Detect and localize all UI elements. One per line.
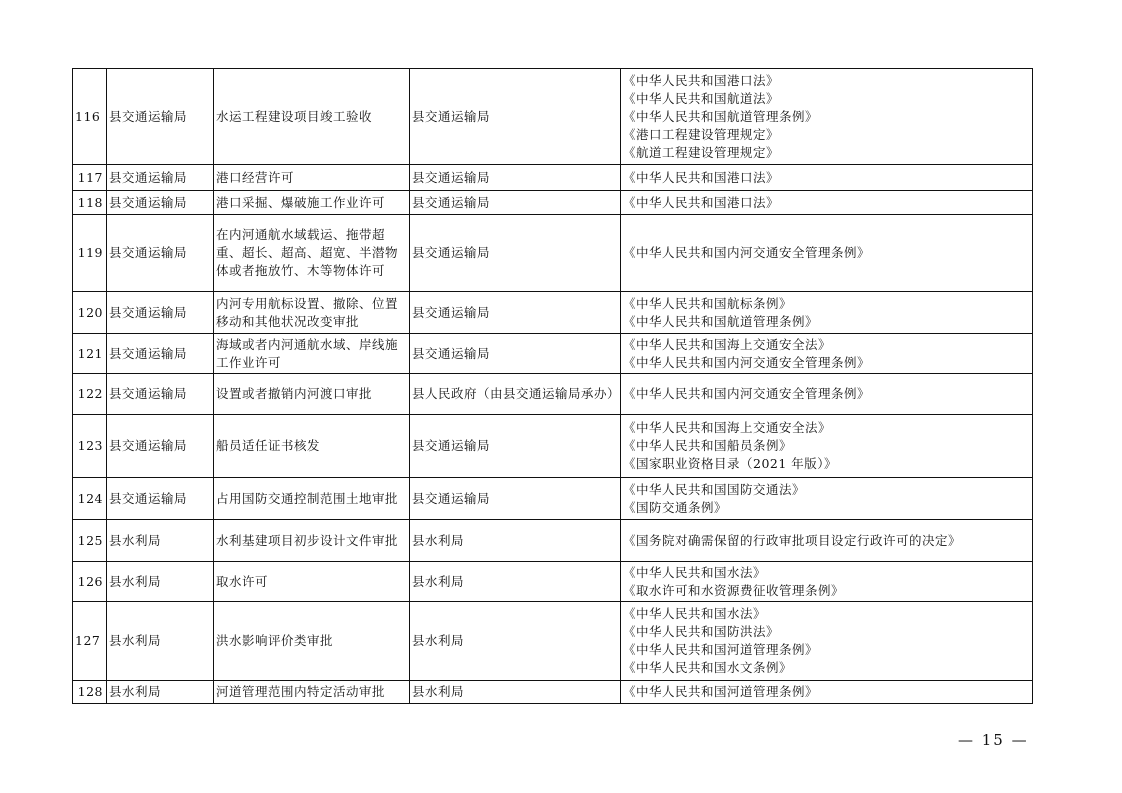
row-number: 116 <box>73 69 107 165</box>
table-row <box>73 69 1033 165</box>
row-unit: 县水利局 <box>107 562 214 602</box>
row-basis <box>621 374 1033 415</box>
table-row <box>73 415 1033 478</box>
row-dept: 县水利局 <box>410 520 621 562</box>
row-dept: 县交通运输局 <box>410 415 621 478</box>
table-row <box>73 334 1033 374</box>
basis-line: 《国家职业资格目录（2021 年版）》 <box>623 456 838 471</box>
row-number: 117 <box>73 165 107 191</box>
basis-line: 《中华人民共和国航道法》 <box>623 90 780 106</box>
row-dept: 县人民政府（由县交通运输局承办） <box>410 374 621 415</box>
basis-line: 《中华人民共和国港口法》 <box>623 169 780 185</box>
basis-line: 《中华人民共和国海上交通安全法》 <box>623 336 832 352</box>
row-basis <box>621 292 1033 334</box>
row-item: 水利基建项目初步设计文件审批 <box>214 520 410 562</box>
row-unit: 县交通运输局 <box>107 415 214 478</box>
row-basis <box>621 681 1033 704</box>
basis-line: 《航道工程建设管理规定》 <box>623 144 780 160</box>
row-basis <box>621 478 1033 520</box>
approval-items-table <box>72 68 1033 704</box>
row-basis <box>621 415 1033 478</box>
table-row <box>73 602 1033 681</box>
basis-line: 《中华人民共和国船员条例》 <box>623 438 793 453</box>
row-dept: 县交通运输局 <box>410 191 621 215</box>
row-number: 122 <box>73 374 107 415</box>
row-item: 占用国防交通控制范围土地审批 <box>214 478 410 520</box>
basis-line: 《中华人民共和国河道管理条例》 <box>623 684 819 699</box>
row-item: 洪水影响评价类审批 <box>214 602 410 681</box>
row-unit: 县水利局 <box>107 681 214 704</box>
table-row <box>73 681 1033 704</box>
row-dept: 县水利局 <box>410 562 621 602</box>
row-item: 港口采掘、爆破施工作业许可 <box>214 191 410 215</box>
basis-line: 《中华人民共和国水法》 <box>623 564 767 580</box>
row-unit: 县交通运输局 <box>107 478 214 520</box>
table-row <box>73 165 1033 191</box>
row-dept: 县交通运输局 <box>410 292 621 334</box>
row-unit: 县水利局 <box>107 520 214 562</box>
row-unit: 县交通运输局 <box>107 165 214 191</box>
row-number: 118 <box>73 191 107 215</box>
row-basis <box>621 520 1033 562</box>
row-number: 123 <box>73 415 107 478</box>
row-unit: 县水利局 <box>107 602 214 681</box>
basis-line: 《中华人民共和国水法》 <box>623 606 767 621</box>
row-item: 河道管理范围内特定活动审批 <box>214 681 410 704</box>
row-unit: 县交通运输局 <box>107 334 214 374</box>
table-row <box>73 520 1033 562</box>
basis-line: 《中华人民共和国河道管理条例》 <box>623 642 819 657</box>
row-dept: 县交通运输局 <box>410 478 621 520</box>
row-dept: 县水利局 <box>410 602 621 681</box>
table-row <box>73 374 1033 415</box>
row-item: 取水许可 <box>214 562 410 602</box>
basis-line: 《中华人民共和国防洪法》 <box>623 624 780 639</box>
row-unit: 县交通运输局 <box>107 191 214 215</box>
row-unit: 县交通运输局 <box>107 69 214 165</box>
row-item: 内河专用航标设置、撤除、位置移动和其他状况改变审批 <box>214 292 410 334</box>
table-body <box>73 69 1033 704</box>
row-item: 水运工程建设项目竣工验收 <box>214 69 410 165</box>
row-dept: 县交通运输局 <box>410 69 621 165</box>
row-basis <box>621 602 1033 681</box>
row-basis <box>621 69 1033 165</box>
row-number: 120 <box>73 292 107 334</box>
basis-line: 《中华人民共和国航道管理条例》 <box>623 108 819 124</box>
basis-line: 《中华人民共和国航标条例》 <box>623 295 793 311</box>
row-item: 在内河通航水域载运、拖带超重、超长、超高、超宽、半潜物体或者拖放竹、木等物体许可 <box>214 215 410 292</box>
table-row <box>73 191 1033 215</box>
basis-line: 《中华人民共和国港口法》 <box>623 194 780 210</box>
row-number: 127 <box>73 602 107 681</box>
row-number: 119 <box>73 215 107 292</box>
row-dept: 县水利局 <box>410 681 621 704</box>
basis-line: 《中华人民共和国内河交通安全管理条例》 <box>623 354 871 370</box>
row-unit: 县交通运输局 <box>107 215 214 292</box>
basis-line: 《港口工程建设管理规定》 <box>623 126 780 142</box>
row-basis <box>621 191 1033 215</box>
row-item: 港口经营许可 <box>214 165 410 191</box>
basis-line: 《中华人民共和国内河交通安全管理条例》 <box>623 386 871 401</box>
row-dept: 县交通运输局 <box>410 215 621 292</box>
row-number: 126 <box>73 562 107 602</box>
row-basis <box>621 562 1033 602</box>
basis-line: 《国防交通条例》 <box>623 499 728 515</box>
row-item: 船员适任证书核发 <box>214 415 410 478</box>
basis-line: 《中华人民共和国内河交通安全管理条例》 <box>623 245 871 260</box>
basis-line: 《国务院对确需保留的行政审批项目设定行政许可的决定》 <box>623 532 962 548</box>
row-basis <box>621 165 1033 191</box>
table-row <box>73 292 1033 334</box>
row-unit: 县交通运输局 <box>107 374 214 415</box>
row-dept: 县交通运输局 <box>410 334 621 374</box>
basis-line: 《中华人民共和国港口法》 <box>623 72 780 88</box>
basis-line: 《中华人民共和国海上交通安全法》 <box>623 420 832 435</box>
page-number: — 15 — <box>958 731 1029 749</box>
basis-line: 《中华人民共和国航道管理条例》 <box>623 313 819 329</box>
row-item: 海域或者内河通航水域、岸线施工作业许可 <box>214 334 410 374</box>
table-row <box>73 478 1033 520</box>
row-basis <box>621 215 1033 292</box>
row-unit: 县交通运输局 <box>107 292 214 334</box>
row-basis <box>621 334 1033 374</box>
row-item: 设置或者撤销内河渡口审批 <box>214 374 410 415</box>
row-number: 125 <box>73 520 107 562</box>
row-number: 128 <box>73 681 107 704</box>
row-number: 124 <box>73 478 107 520</box>
basis-line: 《中华人民共和国水文条例》 <box>623 660 793 675</box>
basis-line: 《中华人民共和国国防交通法》 <box>623 481 806 497</box>
basis-line: 《取水许可和水资源费征收管理条例》 <box>623 582 845 598</box>
table-row <box>73 562 1033 602</box>
row-number: 121 <box>73 334 107 374</box>
row-dept: 县交通运输局 <box>410 165 621 191</box>
table-row <box>73 215 1033 292</box>
